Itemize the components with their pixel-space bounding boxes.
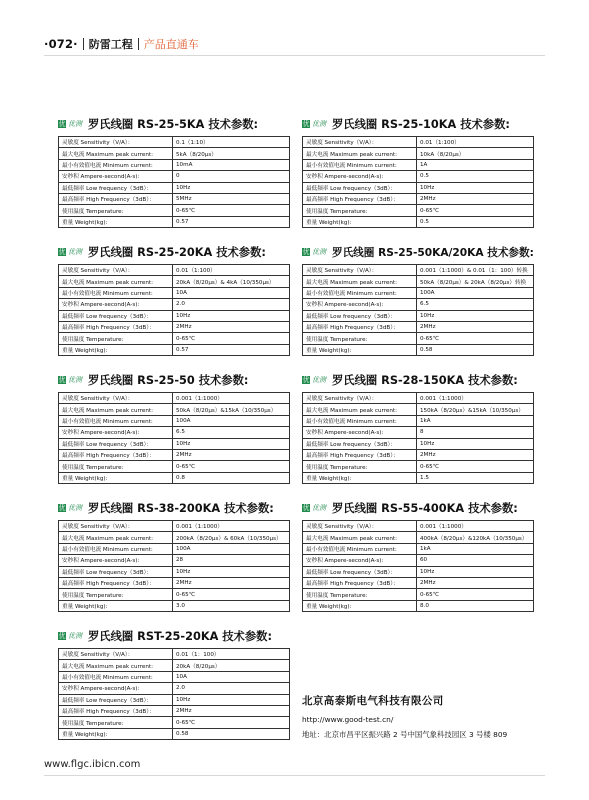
param-value: 100A xyxy=(173,543,290,554)
param-value: 10Hz xyxy=(417,310,534,321)
param-label: 安秒积 Ampere-second(A-s): xyxy=(59,427,173,438)
table-row xyxy=(303,171,534,182)
table-row xyxy=(59,566,290,577)
param-label: 最高频率 High Frequency（3dB）： xyxy=(59,449,173,460)
table-row xyxy=(303,148,534,159)
table-row xyxy=(59,205,290,216)
spec-block xyxy=(58,372,290,484)
param-value: 0-65℃ xyxy=(417,205,534,216)
table-row xyxy=(59,171,290,182)
param-label: 安秒积 Ampere-second(A-s): xyxy=(303,555,417,566)
param-value: 0.5 xyxy=(417,216,534,227)
logo-mark-icon: 优 xyxy=(302,248,310,256)
param-label: 使用温度 Temperature: xyxy=(59,333,173,344)
table-row xyxy=(303,427,534,438)
param-label: 使用温度 Temperature: xyxy=(59,717,173,728)
param-label: 安秒积 Ampere-second(A-s): xyxy=(59,171,173,182)
table-row xyxy=(59,216,290,227)
param-value: 10Hz xyxy=(417,182,534,193)
param-value: 2MHz xyxy=(173,577,290,588)
param-label: 最小有效值电流 Minimum current: xyxy=(59,159,173,170)
param-label: 最大电流 Maximum peak current: xyxy=(59,276,173,287)
param-value: 5kA（8/20μs） xyxy=(173,148,290,159)
table-row xyxy=(59,310,290,321)
table-row xyxy=(59,600,290,611)
logo-text: 优测 xyxy=(312,504,326,512)
param-label: 最小有效值电流 Minimum current: xyxy=(303,415,417,426)
table-row xyxy=(59,649,290,660)
spec-title: 罗氏线圈 RS-38-200KA 技术参数: xyxy=(88,502,274,515)
param-value: 10A xyxy=(173,287,290,298)
table-row xyxy=(303,276,534,287)
param-label: 灵敏度 Sensitivity（V/A）： xyxy=(303,521,417,532)
param-value: 50kA（8/20μs）&15kA（10/350μs） xyxy=(173,404,290,415)
param-value: 10Hz xyxy=(417,438,534,449)
param-value: 5MHz xyxy=(173,193,290,204)
table-row xyxy=(59,449,290,460)
param-label: 最小有效值电流 Minimum current: xyxy=(59,543,173,554)
param-label: 最低频率 Low frequency（3dB）： xyxy=(303,566,417,577)
param-label: 最大电流 Maximum peak current: xyxy=(303,276,417,287)
param-label: 最小有效值电流 Minimum current: xyxy=(303,159,417,170)
param-value: 2MHz xyxy=(173,449,290,460)
table-row xyxy=(59,728,290,739)
param-label: 最大电流 Maximum peak current: xyxy=(59,404,173,415)
param-label: 最大电流 Maximum peak current: xyxy=(303,404,417,415)
spec-block xyxy=(302,244,534,356)
param-value: 0.01（1:100） xyxy=(417,137,534,148)
table-row xyxy=(59,159,290,170)
logo-text: 优测 xyxy=(68,632,82,640)
param-label: 使用温度 Temperature: xyxy=(59,461,173,472)
table-row xyxy=(59,137,290,148)
spec-title-row xyxy=(58,116,290,132)
param-label: 最高频率 High Frequency（3dB）： xyxy=(303,321,417,332)
param-value: 0-65℃ xyxy=(173,333,290,344)
spec-title-row xyxy=(58,244,290,260)
footer-rule xyxy=(44,775,545,776)
table-row xyxy=(59,532,290,543)
param-value: 0-65℃ xyxy=(417,461,534,472)
table-row xyxy=(303,521,534,532)
table-row xyxy=(59,299,290,310)
param-label: 重量 Weight(kg): xyxy=(59,472,173,483)
table-row xyxy=(303,543,534,554)
param-label: 安秒积 Ampere-second(A-s): xyxy=(59,555,173,566)
param-value: 20kA（8/20μs） xyxy=(173,660,290,671)
spec-title-row xyxy=(302,500,534,516)
table-row xyxy=(59,543,290,554)
param-value: 0-65℃ xyxy=(173,461,290,472)
param-label: 最高频率 High Frequency（3dB）： xyxy=(303,449,417,460)
spec-title-row xyxy=(302,244,534,260)
logo-text: 优测 xyxy=(68,120,82,128)
table-row xyxy=(59,438,290,449)
logo-mark-icon: 优 xyxy=(58,248,66,256)
table-row xyxy=(303,472,534,483)
param-label: 最高频率 High Frequency（3dB）： xyxy=(59,705,173,716)
param-label: 最小有效值电流 Minimum current: xyxy=(303,287,417,298)
table-row xyxy=(59,461,290,472)
param-value: 10Hz xyxy=(173,310,290,321)
param-value: 50kA（8/20μs）& 20kA（8/20μs）转换 xyxy=(417,276,534,287)
param-label: 安秒积 Ampere-second(A-s): xyxy=(59,683,173,694)
brand-logo xyxy=(302,503,326,513)
subsection-name: 产品直通车 xyxy=(143,38,199,51)
spec-table xyxy=(302,136,534,228)
table-row xyxy=(303,333,534,344)
param-label: 安秒积 Ampere-second(A-s): xyxy=(303,171,417,182)
param-label: 安秒积 Ampere-second(A-s): xyxy=(303,299,417,310)
param-label: 使用温度 Temperature: xyxy=(303,461,417,472)
spec-table xyxy=(302,392,534,484)
spec-title: 罗氏线圈 RS-25-10KA 技术参数: xyxy=(332,118,510,131)
param-label: 重量 Weight(kg): xyxy=(303,216,417,227)
param-value: 0.57 xyxy=(173,216,290,227)
param-value: 0.001（1:1000） xyxy=(417,393,534,404)
param-value: 10Hz xyxy=(173,694,290,705)
table-row xyxy=(303,393,534,404)
table-row xyxy=(59,287,290,298)
table-row xyxy=(303,216,534,227)
table-row xyxy=(303,577,534,588)
param-value: 10A xyxy=(173,671,290,682)
table-row xyxy=(303,310,534,321)
param-value: 100A xyxy=(173,415,290,426)
param-value: 0.001（1:1000） xyxy=(173,521,290,532)
spec-block xyxy=(302,500,534,612)
param-label: 灵敏度 Sensitivity（V/A）： xyxy=(303,265,417,276)
table-row xyxy=(59,660,290,671)
table-row xyxy=(303,344,534,355)
table-row xyxy=(59,276,290,287)
table-row xyxy=(303,159,534,170)
header-rule xyxy=(44,55,545,56)
spec-title-row xyxy=(58,372,290,388)
param-value: 200kA（8/20μs）& 60kA（10/350μs） xyxy=(173,532,290,543)
table-row xyxy=(303,193,534,204)
spec-title-row xyxy=(58,628,290,644)
table-row xyxy=(59,427,290,438)
spec-table xyxy=(58,392,290,484)
param-value: 2MHz xyxy=(173,321,290,332)
param-label: 最低频率 Low frequency（3dB）： xyxy=(59,182,173,193)
spec-title: 罗氏线圈 RS-25-5KA 技术参数: xyxy=(88,118,259,131)
param-value: 400kA（8/20μs）&120kA（10/350μs） xyxy=(417,532,534,543)
page-header xyxy=(44,36,199,52)
table-row xyxy=(303,265,534,276)
param-label: 最低频率 Low frequency（3dB）： xyxy=(303,182,417,193)
logo-text: 优测 xyxy=(312,376,326,384)
param-value: 2.0 xyxy=(173,683,290,694)
spec-title: 罗氏线圈 RS-25-20KA 技术参数: xyxy=(88,246,266,259)
param-value: 2MHz xyxy=(417,321,534,332)
spec-title: 罗氏线圈 RST-25-20KA 技术参数: xyxy=(88,630,272,643)
param-value: 0.001（1:1000） xyxy=(417,521,534,532)
param-label: 重量 Weight(kg): xyxy=(303,344,417,355)
param-value: 0.57 xyxy=(173,344,290,355)
param-value: 0-65℃ xyxy=(417,333,534,344)
param-label: 灵敏度 Sensitivity（V/A）： xyxy=(59,137,173,148)
param-label: 最小有效值电流 Minimum current: xyxy=(59,415,173,426)
table-row xyxy=(59,148,290,159)
param-value: 10mA xyxy=(173,159,290,170)
param-label: 重量 Weight(kg): xyxy=(303,472,417,483)
param-label: 最高频率 High Frequency（3dB）： xyxy=(59,193,173,204)
param-label: 使用温度 Temperature: xyxy=(59,589,173,600)
table-row xyxy=(59,472,290,483)
param-value: 0-65℃ xyxy=(173,717,290,728)
param-label: 最低频率 Low frequency（3dB）： xyxy=(59,694,173,705)
param-label: 使用温度 Temperature: xyxy=(59,205,173,216)
page-number: ·072· xyxy=(44,37,78,51)
param-value: 8 xyxy=(417,427,534,438)
spec-block xyxy=(58,116,290,228)
table-row xyxy=(59,404,290,415)
param-label: 最大电流 Maximum peak current: xyxy=(303,532,417,543)
logo-text: 优测 xyxy=(68,376,82,384)
param-value: 0.58 xyxy=(173,728,290,739)
logo-mark-icon: 优 xyxy=(58,632,66,640)
table-row xyxy=(59,717,290,728)
table-row xyxy=(59,321,290,332)
param-label: 最低频率 Low frequency（3dB）： xyxy=(303,438,417,449)
param-label: 最高频率 High Frequency（3dB）： xyxy=(59,577,173,588)
param-value: 0.001（1:1000）& 0.01（1：100）转换 xyxy=(417,265,534,276)
brand-logo xyxy=(302,247,326,257)
param-value: 10kA（8/20μs） xyxy=(417,148,534,159)
table-row xyxy=(59,415,290,426)
table-row xyxy=(303,600,534,611)
spec-title-row xyxy=(302,116,534,132)
param-value: 28 xyxy=(173,555,290,566)
param-label: 灵敏度 Sensitivity（V/A）： xyxy=(59,265,173,276)
brand-logo xyxy=(58,631,82,641)
table-row xyxy=(59,344,290,355)
logo-mark-icon: 优 xyxy=(302,376,310,384)
param-label: 重量 Weight(kg): xyxy=(59,600,173,611)
param-label: 重量 Weight(kg): xyxy=(59,344,173,355)
brand-logo xyxy=(302,119,326,129)
table-row xyxy=(303,415,534,426)
table-row xyxy=(303,299,534,310)
table-row xyxy=(303,404,534,415)
param-value: 10Hz xyxy=(173,566,290,577)
table-row xyxy=(59,333,290,344)
param-value: 0.58 xyxy=(417,344,534,355)
param-value: 0.01（1：100） xyxy=(173,649,290,660)
logo-text: 优测 xyxy=(312,248,326,256)
param-value: 0.5 xyxy=(417,171,534,182)
param-label: 最小有效值电流 Minimum current: xyxy=(59,287,173,298)
spec-title: 罗氏线圈 RS-25-50 技术参数: xyxy=(88,374,249,387)
logo-mark-icon: 优 xyxy=(58,120,66,128)
spec-block xyxy=(302,372,534,484)
table-row xyxy=(59,683,290,694)
param-label: 灵敏度 Sensitivity（V/A）： xyxy=(59,649,173,660)
table-row xyxy=(303,182,534,193)
param-label: 使用温度 Temperature: xyxy=(303,333,417,344)
param-label: 安秒积 Ampere-second(A-s): xyxy=(59,299,173,310)
param-label: 灵敏度 Sensitivity（V/A）： xyxy=(303,393,417,404)
table-row xyxy=(303,555,534,566)
param-value: 0.8 xyxy=(173,472,290,483)
param-value: 10Hz xyxy=(417,566,534,577)
company-address: 地址：北京市昌平区振兴路 2 号中国气象科技园区 3 号楼 809 xyxy=(302,730,508,739)
param-value: 1kA xyxy=(417,543,534,554)
param-label: 最小有效值电流 Minimum current: xyxy=(59,671,173,682)
table-row xyxy=(59,393,290,404)
spec-block xyxy=(58,244,290,356)
table-row xyxy=(59,182,290,193)
param-value: 10Hz xyxy=(173,438,290,449)
spec-table xyxy=(302,264,534,356)
param-label: 最低频率 Low frequency（3dB）： xyxy=(59,566,173,577)
param-value: 0-65℃ xyxy=(417,589,534,600)
param-label: 重量 Weight(kg): xyxy=(303,600,417,611)
section-name: 防雷工程 xyxy=(88,38,133,51)
table-row xyxy=(303,532,534,543)
spec-table xyxy=(58,648,290,740)
param-value: 2MHz xyxy=(417,577,534,588)
param-value: 0-65℃ xyxy=(173,205,290,216)
logo-mark-icon: 优 xyxy=(58,376,66,384)
param-value: 1A xyxy=(417,159,534,170)
table-row xyxy=(59,694,290,705)
spec-title: 罗氏线圈 RS-55-400KA 技术参数: xyxy=(332,502,518,515)
param-label: 使用温度 Temperature: xyxy=(303,589,417,600)
table-row xyxy=(303,137,534,148)
param-label: 灵敏度 Sensitivity（V/A）： xyxy=(59,393,173,404)
param-value: 20kA（8/20μs）& 4kA（10/350μs） xyxy=(173,276,290,287)
table-row xyxy=(303,321,534,332)
table-row xyxy=(59,577,290,588)
table-row xyxy=(59,589,290,600)
brand-logo xyxy=(58,375,82,385)
table-row xyxy=(303,287,534,298)
company-website[interactable]: http://www.good-test.cn/ xyxy=(302,715,394,724)
param-label: 最大电流 Maximum peak current: xyxy=(303,148,417,159)
table-row xyxy=(59,193,290,204)
company-name: 北京高泰斯电气科技有限公司 xyxy=(302,695,444,707)
spec-block xyxy=(58,628,290,740)
param-label: 重量 Weight(kg): xyxy=(59,216,173,227)
header-divider xyxy=(138,38,139,50)
logo-text: 优测 xyxy=(68,504,82,512)
param-value: 60 xyxy=(417,555,534,566)
header-divider xyxy=(83,38,84,50)
param-label: 灵敏度 Sensitivity（V/A）： xyxy=(59,521,173,532)
param-value: 2.0 xyxy=(173,299,290,310)
param-value: 2MHz xyxy=(173,705,290,716)
param-value: 6.5 xyxy=(417,299,534,310)
spec-table xyxy=(58,136,290,228)
param-value: 1.5 xyxy=(417,472,534,483)
brand-logo xyxy=(58,503,82,513)
spec-block xyxy=(302,116,534,228)
footer-site[interactable]: www.flgc.ibicn.com xyxy=(44,759,141,770)
param-value: 100A xyxy=(417,287,534,298)
table-row xyxy=(303,438,534,449)
param-value: 1kA xyxy=(417,415,534,426)
spec-title-row xyxy=(58,500,290,516)
table-row xyxy=(303,589,534,600)
param-value: 0-65℃ xyxy=(173,589,290,600)
logo-text: 优测 xyxy=(68,248,82,256)
spec-table xyxy=(302,520,534,612)
table-row xyxy=(303,461,534,472)
param-label: 最高频率 High Frequency（3dB）： xyxy=(59,321,173,332)
param-value: 10Hz xyxy=(173,182,290,193)
param-label: 使用温度 Temperature: xyxy=(303,205,417,216)
param-label: 最大电流 Maximum peak current: xyxy=(59,660,173,671)
param-value: 2MHz xyxy=(417,449,534,460)
param-value: 0.01（1:100） xyxy=(173,265,290,276)
param-value: 0 xyxy=(173,171,290,182)
param-label: 最低频率 Low frequency（3dB）： xyxy=(303,310,417,321)
logo-mark-icon: 优 xyxy=(302,120,310,128)
spec-table xyxy=(58,264,290,356)
logo-text: 优测 xyxy=(312,120,326,128)
table-row xyxy=(303,205,534,216)
param-label: 安秒积 Ampere-second(A-s): xyxy=(303,427,417,438)
spec-title-row xyxy=(302,372,534,388)
param-value: 6.5 xyxy=(173,427,290,438)
table-row xyxy=(59,705,290,716)
table-row xyxy=(59,521,290,532)
table-row xyxy=(59,671,290,682)
param-value: 3.0 xyxy=(173,600,290,611)
param-label: 最小有效值电流 Minimum current: xyxy=(303,543,417,554)
param-value: 150kA（8/20μs）&15kA（10/350μs） xyxy=(417,404,534,415)
spec-block xyxy=(58,500,290,612)
table-row xyxy=(303,449,534,460)
spec-title: 罗氏线圈 RS-25-50KA/20KA 技术参数: xyxy=(332,246,534,259)
spec-title: 罗氏线圈 RS-28-150KA 技术参数: xyxy=(332,374,518,387)
logo-mark-icon: 优 xyxy=(58,504,66,512)
param-value: 0.001（1:1000） xyxy=(173,393,290,404)
spec-table xyxy=(58,520,290,612)
param-value: 2MHz xyxy=(417,193,534,204)
param-value: 0.1（1:10） xyxy=(173,137,290,148)
param-label: 最高频率 High Frequency（3dB）： xyxy=(303,193,417,204)
param-label: 最低频率 Low frequency（3dB）： xyxy=(59,310,173,321)
param-value: 8.0 xyxy=(417,600,534,611)
brand-logo xyxy=(58,247,82,257)
param-label: 最大电流 Maximum peak current: xyxy=(59,148,173,159)
table-row xyxy=(303,566,534,577)
param-label: 最高频率 High Frequency（3dB）： xyxy=(303,577,417,588)
brand-logo xyxy=(58,119,82,129)
table-row xyxy=(59,265,290,276)
logo-mark-icon: 优 xyxy=(302,504,310,512)
table-row xyxy=(59,555,290,566)
param-label: 灵敏度 Sensitivity（V/A）： xyxy=(303,137,417,148)
brand-logo xyxy=(302,375,326,385)
param-label: 最大电流 Maximum peak current: xyxy=(59,532,173,543)
param-label: 最低频率 Low frequency（3dB）： xyxy=(59,438,173,449)
param-label: 重量 Weight(kg): xyxy=(59,728,173,739)
